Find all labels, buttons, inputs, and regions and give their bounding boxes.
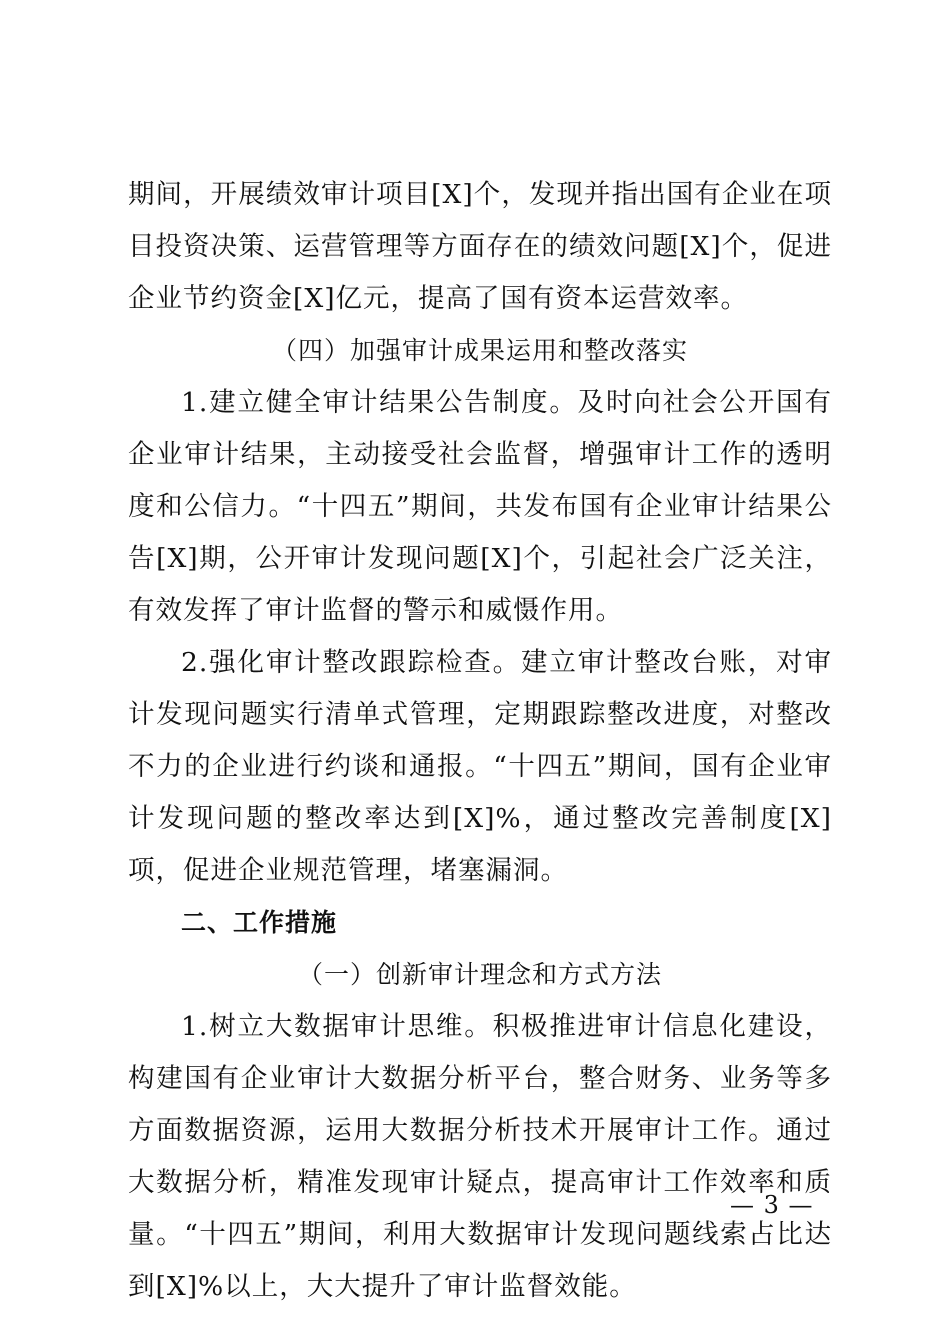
document-body bbox=[128, 169, 832, 1313]
section-heading-4: （四）加强审计成果运用和整改落实 bbox=[271, 336, 688, 365]
paragraph-audit-announcement: 1.建立健全审计结果公告制度。及时向社会公开国有企业审计结果，主动接受社会监督，增强审计工作的透明度和公信力。“十四五”期间，共发布国有企业审计结果公告[X]期，公开审计发现问题[X]个，引起社会广泛关注，有效发挥了审计监督的警示和威慑作用。 bbox=[128, 387, 832, 626]
page-number: — 3 — bbox=[730, 1191, 814, 1219]
section-heading-1: （一）创新审计理念和方式方法 bbox=[297, 960, 662, 989]
paragraph-big-data-audit: 1.树立大数据审计思维。积极推进审计信息化建设，构建国有企业审计大数据分析平台，整合财务、业务等多方面数据资源，运用大数据分析技术开展审计工作。通过大数据分析，精准发现审计疑点，提高审计工作效率和质量。“十四五”期间，利用大数据审计发现问题线索占比达到[X]%以上，大大提升了审计监督效能。 bbox=[128, 1011, 832, 1302]
paragraph-rectification-tracking: 2.强化审计整改跟踪检查。建立审计整改台账，对审计发现问题实行清单式管理，定期跟踪整改进度，对整改不力的企业进行约谈和通报。“十四五”期间，国有企业审计发现问题的整改率达到[X]%，通过整改完善制度[X]项，促进企业规范管理，堵塞漏洞。 bbox=[128, 647, 832, 886]
paragraph-continuation: 期间，开展绩效审计项目[X]个，发现并指出国有企业在项目投资决策、运营管理等方面存在的绩效问题[X]个，促进企业节约资金[X]亿元，提高了国有资本运营效率。 bbox=[128, 179, 832, 314]
chapter-heading-work-measures: 二、工作措施 bbox=[181, 908, 338, 937]
